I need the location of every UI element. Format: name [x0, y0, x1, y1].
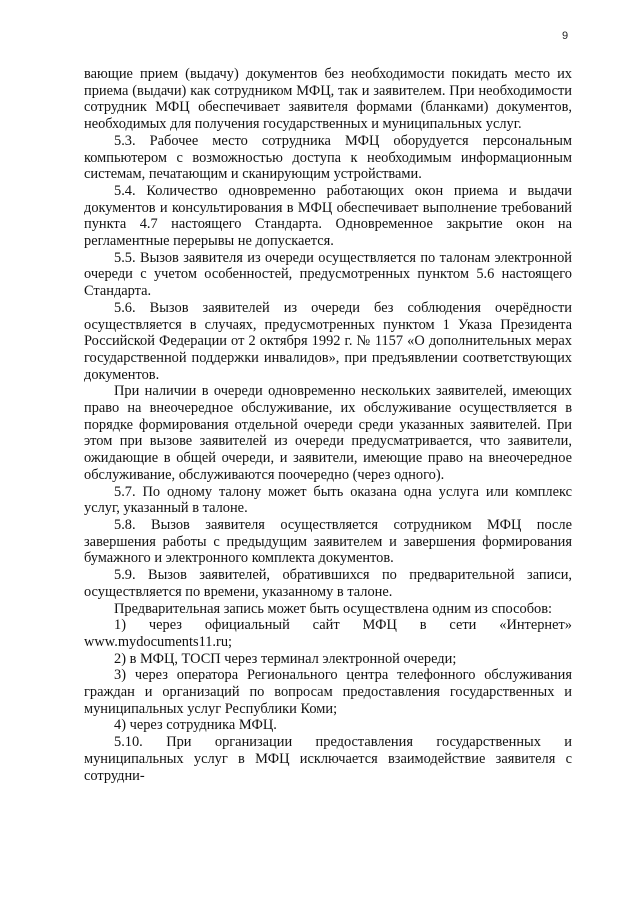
page-number: 9	[562, 30, 569, 42]
paragraph-5-4: 5.4. Количество одновременно работающих окон приема и выдачи документов и консультирования в МФЦ обеспечивает выполнение требований пункта 4.7 настоящего Стандарта. Одновременное закрытие окон на регламентные перерывы не допускается.	[84, 182, 572, 250]
list-item-4: 4) через сотрудника МФЦ.	[114, 717, 277, 734]
paragraph-5-8: 5.8. Вызов заявителя осуществляется сотрудником МФЦ после завершения работы с предыдущим заявителем и завершения формирования бумажного и электронного комплекта документов.	[84, 516, 572, 567]
paragraph-5-6: 5.6. Вызов заявителей из очереди без соблюдения очерёдности осуществляется в случаях, предусмотренных пунктом 1 Указа Президента Российской Федерации от 2 октября 1992 г. № 1157 «О дополнительных мерах государственной поддержки инвалидов», при предъявлении соответствующих документов.	[84, 299, 572, 383]
paragraph-continuation: вающие прием (выдачу) документов без необходимости покидать место их приема (выдачи) как сотрудником МФЦ, так и заявителем. При необходимости сотрудник МФЦ обеспечивает заявителя формами (бланками) документов, необходимых для получения государственных и муниципальных услуг.	[84, 66, 572, 133]
paragraph-5-9: 5.9. Вызов заявителей, обратившихся по предварительной записи, осуществляется по времени, указанному в талоне.	[84, 567, 572, 600]
paragraph-5-3: 5.3. Рабочее место сотрудника МФЦ оборудуется персональным компьютером с возможностью доступа к необходимым информационным системам, печатающим и сканирующим устройствами.	[84, 132, 572, 183]
paragraph-5-7: 5.7. По одному талону может быть оказана одна услуга или комплекс услуг, указанный в талоне.	[84, 483, 572, 517]
document-body	[84, 66, 572, 784]
list-item-2: 2) в МФЦ, ТОСП через терминал электронной очереди;	[114, 650, 457, 667]
paragraph-preregistration: Предварительная запись может быть осуществлена одним из способов:	[114, 600, 553, 617]
list-item-1: 1) через официальный сайт МФЦ в сети «Интернет» www.mydocuments11.ru;	[84, 617, 572, 650]
paragraph-5-10: 5.10. При организации предоставления государственных и муниципальных услуг в МФЦ исключается взаимодействие заявителя с сотрудни-	[84, 734, 572, 784]
paragraph-5-5: 5.5. Вызов заявителя из очереди осуществляется по талонам электронной очереди с учетом особенностей, предусмотренных пунктом 5.6 настоящего Стандарта.	[84, 249, 572, 300]
paragraph-queue-priority: При наличии в очереди одновременно нескольких заявителей, имеющих право на внеочередное обслуживание, их обслуживание осуществляется в порядке формирования отдельной очереди среди указанных заявителей. При этом при вызове заявителей из очереди предусматривается, что заявители, ожидающие в общей очереди, и заявители, имеющие право на внеочередное обслуживание, обслуживаются поочередно (через одного).	[84, 383, 572, 483]
list-item-3: 3) через оператора Регионального центра телефонного обслуживания граждан и организаций по вопросам предоставления государственных и муниципальных услуг Республики Коми;	[84, 667, 572, 717]
